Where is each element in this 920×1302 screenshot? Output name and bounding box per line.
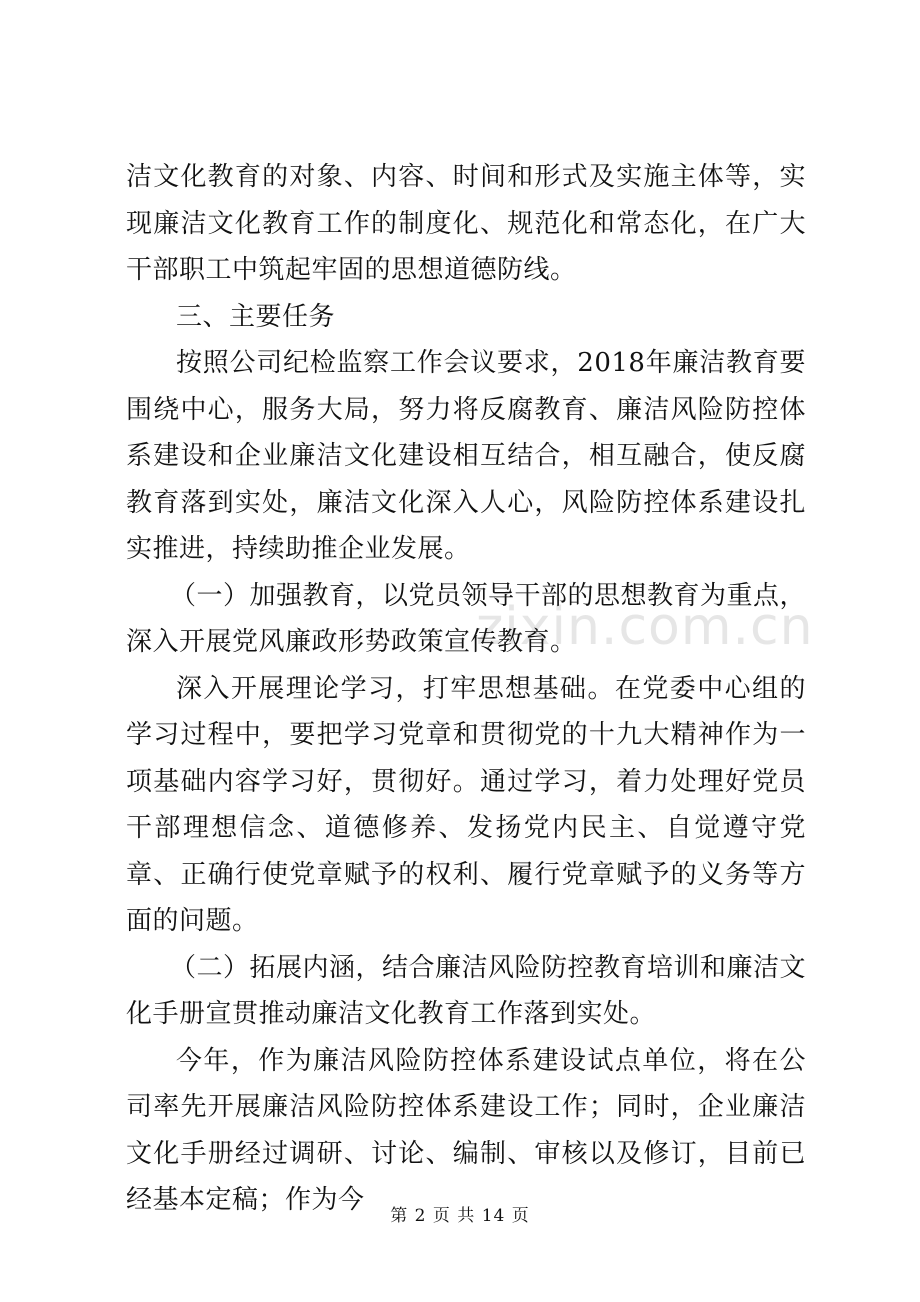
subheading-expand-connotation: （二）拓展内涵，结合廉洁风险防控教育培训和廉洁文化手册宣贯推动廉洁文化教育工作落到实处。 [126,952,807,1029]
paragraph-main-tasks: 按照公司纪检监察工作会议要求，2018年廉洁教育要围绕中心，服务大局，努力将反腐教育、廉洁风险防控体系建设和企业廉洁文化建设相互结合，相互融合，使反腐教育落到实处，廉洁文化深入人心，风险防控体系建设扎实推进，持续助推企业发展。 [126,348,806,564]
section-heading-main-tasks: 三、主要任务 [176,301,336,332]
watermark: zixin.com.cn [476,597,814,657]
document-body [126,154,806,1224]
subheading-strengthen-education: （一）加强教育，以党员领导干部的思想教育为重点，深入开展党风廉政形势政策宣传教育。 [126,580,807,657]
paragraph-continuation: 洁文化教育的对象、内容、时间和形式及实施主体等，实现廉洁文化教育工作的制度化、规范化和常态化，在广大干部职工中筑起牢固的思想道德防线。 [126,162,806,285]
paragraph-this-year: 今年，作为廉洁风险防控体系建设试点单位，将在公司率先开展廉洁风险防控体系建设工作；同时，企业廉洁文化手册经过调研、讨论、编制、审核以及修订，目前已经基本定稿；作为今 [126,1045,806,1215]
paragraph-theory-study: 深入开展理论学习，打牢思想基础。在党委中心组的学习过程中，要把学习党章和贯彻党的十九大精神作为一项基础内容学习好，贯彻好。通过学习，着力处理好党员干部理想信念、道德修养、发扬党内民主、自觉遵守党章、正确行使党章赋予的权利、履行党章赋予的义务等方面的问题。 [126,673,806,936]
page-footer: 第 2 页 共 14 页 [390,1206,530,1226]
